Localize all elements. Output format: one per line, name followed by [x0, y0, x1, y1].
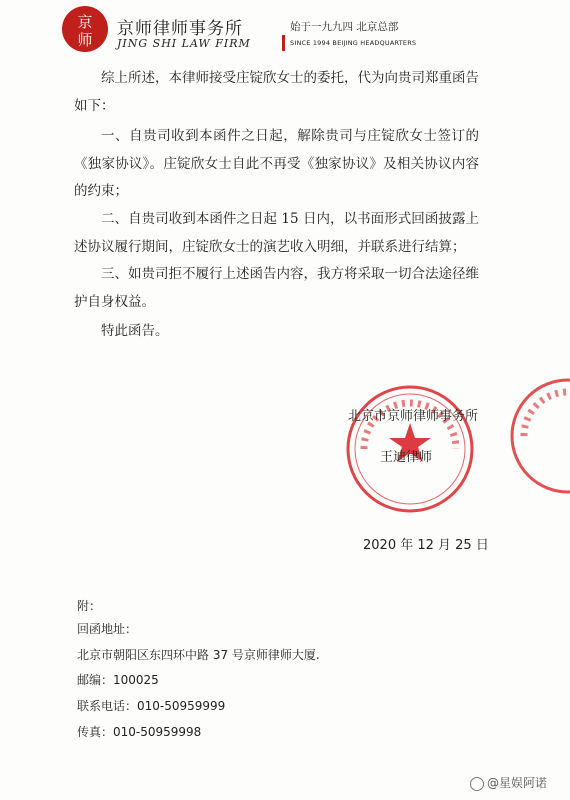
svg-text:师: 师 [77, 31, 93, 49]
partial-seal-icon [508, 376, 570, 496]
closing-paragraph: 特此函告。 [101, 323, 169, 339]
item-3-paragraph: 三、如贵司拒不履行上述函告内容，我方将采取一切合法途径维护自身权益。 [74, 266, 479, 310]
reply-address-label: 回函地址： [77, 622, 138, 636]
firm-name-cn: 京师律师事务所 [117, 19, 243, 39]
contact-phone: 联系电话：010-50959999 [77, 699, 226, 713]
letter-item-2 [74, 206, 479, 261]
letter-item-3 [74, 261, 479, 316]
reply-address: 北京市朝阳区东四环中路 37 号京师律师大厦. [77, 648, 320, 662]
postcode: 邮编：100025 [77, 673, 159, 687]
founded-en: SINCE 1994 BEIJING HEADQUARTERS [290, 39, 417, 47]
letter-intro [74, 65, 479, 120]
header-divider [282, 35, 285, 51]
signing-date: 2020 年 12 月 25 日 [363, 538, 489, 553]
item-2-paragraph: 二、自贵司收到本函件之日起 15 日内，以书面形式回函披露上述协议履行期间，庄锭欣女士的演艺收入明细，并联系进行结算； [74, 211, 479, 255]
letter-closing [74, 318, 479, 346]
watermark [470, 774, 547, 791]
svg-text:京: 京 [77, 13, 93, 31]
watermark-text: @星娱阿诺 [487, 776, 548, 790]
fax-number: 传真：010-50959998 [77, 725, 202, 739]
letter-item-1 [74, 123, 479, 206]
weibo-icon [470, 777, 484, 791]
logo-glyph [62, 6, 108, 52]
signing-lawyer: 王迪律师 [380, 450, 433, 465]
signing-firm: 北京市京师律师事务所 [348, 409, 479, 424]
letterhead [62, 4, 502, 56]
item-1-paragraph: 一、自贵司收到本函件之日起，解除贵司与庄锭欣女士签订的《独家协议》。庄锭欣女士自此不再受《独家协议》及相关协议内容的约束； [74, 128, 479, 199]
intro-paragraph: 综上所述，本律师接受庄锭欣女士的委托，代为向贵司郑重函告如下： [74, 70, 479, 114]
firm-name-en: JING SHI LAW FIRM [117, 37, 251, 50]
attachment-title: 附： [77, 599, 102, 613]
founded-cn: 始于一九九四 北京总部 [290, 21, 399, 33]
